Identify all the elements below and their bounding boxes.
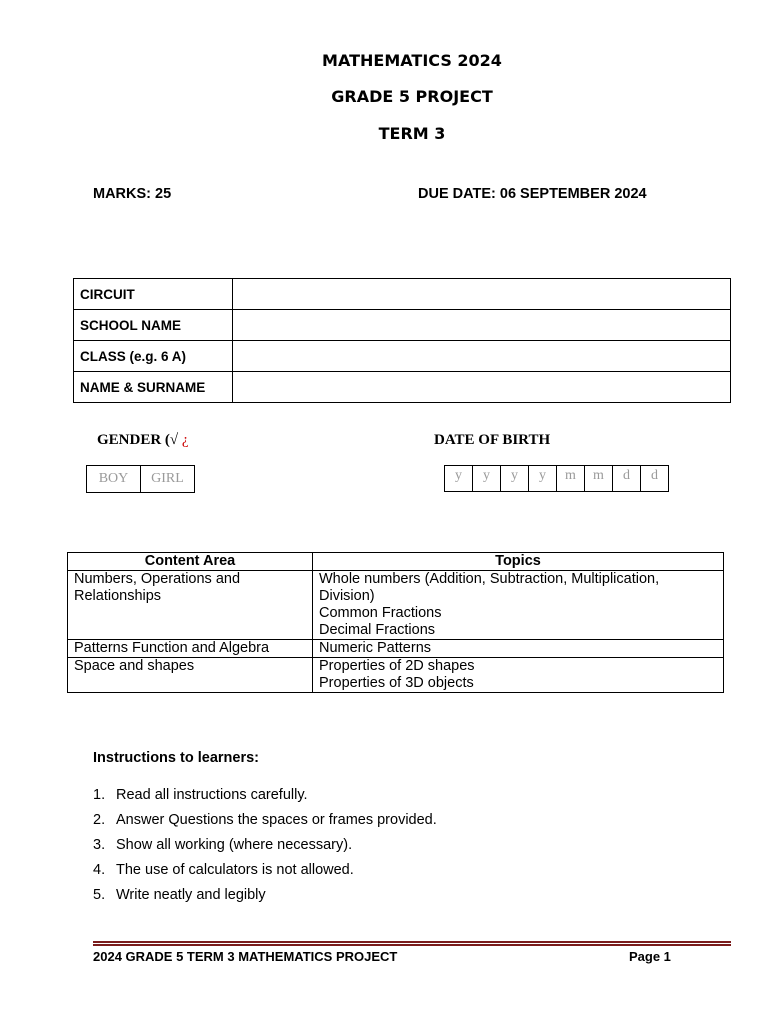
info-label: SCHOOL NAME [74,310,233,341]
footer-divider [93,941,731,946]
info-label: NAME & SURNAME [74,372,233,403]
list-item-number: 5. [93,887,106,903]
list-item-text: Answer Questions the spaces or frames provided. [116,812,437,828]
footer-title: 2024 GRADE 5 TERM 3 MATHEMATICS PROJECT [93,949,398,964]
topics-cell [313,640,724,658]
content-area-cell: Space and shapes [68,658,313,693]
info-row-circuit [74,279,731,310]
table-header-row [68,553,724,571]
topic-item: Properties of 2D shapes [319,658,475,674]
content-area-cell: Patterns Function and Algebra [68,640,313,658]
dob-day-cell[interactable]: d [613,466,641,492]
column-header-topics: Topics [313,553,724,571]
name-surname-field[interactable] [233,372,731,403]
list-item-number: 1. [93,787,106,803]
instructions-title: Instructions to learners: [93,750,259,766]
info-label: CIRCUIT [74,279,233,310]
list-item-text: Show all working (where necessary). [116,837,353,853]
topics-cell [313,658,724,693]
list-item-text: Write neatly and legibly [116,887,266,903]
gender-symbol: ¿ [181,432,189,448]
dob-boxes [444,465,669,492]
dob-month-cell[interactable]: m [585,466,613,492]
topics-cell [313,571,724,640]
document-subtitle: GRADE 5 PROJECT [331,87,493,106]
instructions-list [93,783,437,908]
info-label: CLASS (e.g. 6 A) [74,341,233,372]
list-item-number: 3. [93,837,106,853]
dob-year-cell[interactable]: y [445,466,473,492]
gender-label-text: GENDER (√ [97,432,179,448]
page-number: Page 1 [629,949,671,964]
table-row [68,640,724,658]
info-row-school-name [74,310,731,341]
content-area-cell: Numbers, Operations and Relationships [68,571,313,640]
gender-option-girl[interactable]: GIRL [141,466,195,493]
dob-year-cell[interactable]: y [501,466,529,492]
info-row-name-surname [74,372,731,403]
dob-year-cell[interactable]: y [529,466,557,492]
class-field[interactable] [233,341,731,372]
dob-month-cell[interactable]: m [557,466,585,492]
table-row [68,571,724,640]
due-date-label: DUE DATE: 06 SEPTEMBER 2024 [418,186,647,202]
list-item-number: 4. [93,862,106,878]
list-item [93,783,437,808]
gender-option-boy[interactable]: BOY [87,466,141,493]
list-item [93,833,437,858]
topic-item: Common Fractions [319,605,442,621]
topic-item: Decimal Fractions [319,622,436,638]
dob-label: DATE OF BIRTH [434,432,551,448]
column-header-content-area: Content Area [68,553,313,571]
topic-item: Whole numbers (Addition, Subtraction, Multiplication, Division) [319,571,660,604]
document-term: TERM 3 [378,124,446,143]
topic-item: Numeric Patterns [319,640,432,656]
topic-item: Properties of 3D objects [319,675,474,691]
list-item-text: Read all instructions carefully. [116,787,308,803]
gender-boxes [86,465,195,493]
list-item-text: The use of calculators is not allowed. [116,862,354,878]
table-row [68,658,724,693]
gender-label [97,432,189,449]
school-name-field[interactable] [233,310,731,341]
list-item [93,808,437,833]
document-title: MATHEMATICS 2024 [322,51,502,70]
learner-info-table [73,278,731,403]
info-row-class [74,341,731,372]
content-area-table [67,552,724,693]
dob-year-cell[interactable]: y [473,466,501,492]
list-item [93,883,437,908]
marks-label: MARKS: 25 [93,186,172,202]
list-item-number: 2. [93,812,106,828]
list-item [93,858,437,883]
dob-day-cell[interactable]: d [641,466,669,492]
circuit-field[interactable] [233,279,731,310]
